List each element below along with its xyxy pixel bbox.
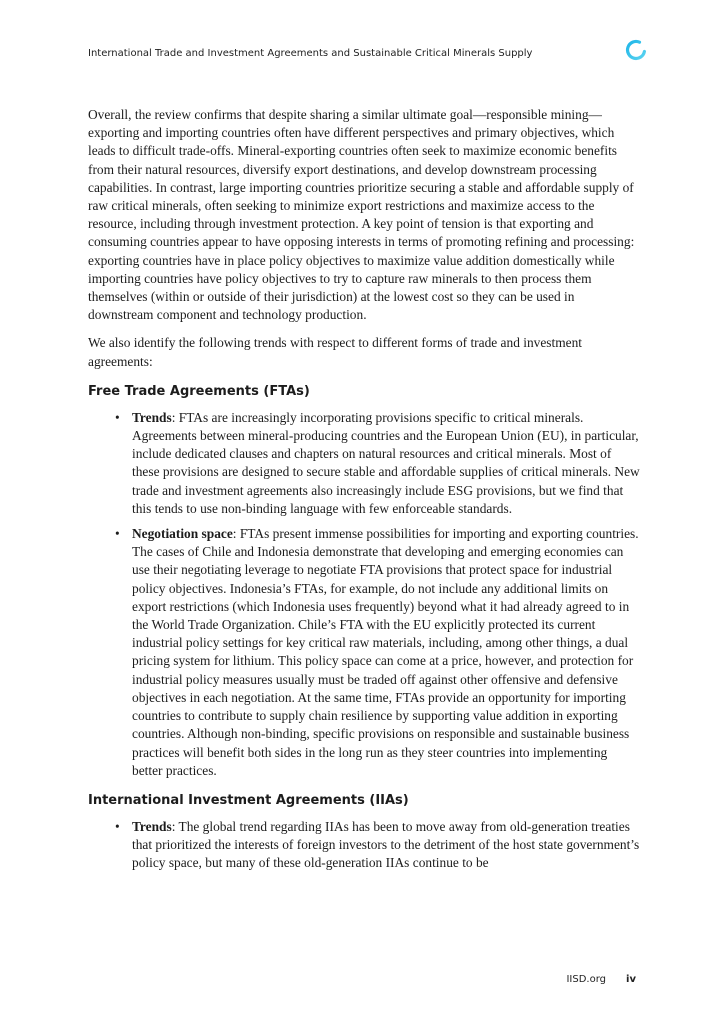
document-body: [88, 106, 640, 880]
list-item: [88, 409, 640, 518]
page-number: iv: [626, 974, 636, 985]
bullet-symbol: •: [115, 409, 120, 425]
iisd-ring-logo-icon: [624, 38, 648, 62]
bullet-list-ftas: [88, 409, 640, 780]
list-item: [88, 525, 640, 780]
bullet-text: : FTAs present immense possibilities for importing and exporting countries. The cases of Chile and Indonesia demonstrate that developing and emerging economies can use their negotiating leverage to negotiate FTA provisions that protect space for industrial policy objectives. Indonesia’s FTAs, for example, do not include any additional limits on export restrictions (which Indonesia uses frequently) beyond what it had already agreed to in the World Trade Organization. Chile’s FTA with the EU explicitly protected its current industrial policy settings for key critical raw materials, including, among other things, a dual pricing system for lithium. This policy space can come at a price, however, and protection for industrial policy measures usually must be traded off against other offensive and defensive objectives in each negotiation. At the same time, FTAs provide an opportunity for importing countries to contribute to supply chain resilience by supporting value addition in exporting countries. Although non-binding, specific provisions on responsible and sustainable business practices will benefit both sides in the long run as they steer countries into implementing better practices.: [132, 526, 639, 778]
bullet-text: : The global trend regarding IIAs has been to move away from old-generation treaties that prioritized the interests of foreign investors to the detriment of the host state government’s policy space, but many of these old-generation IIAs continue to be: [132, 818, 640, 871]
bullet-text: : FTAs are increasingly incorporating provisions specific to critical minerals. Agreements between mineral-producing countries and the European Union (EU), in particular, include dedicated clauses and chapters on natural resources and critical minerals. Most of these provisions are designed to secure stable and affordable supplies of critical minerals. New trade and investment agreements also increasingly include ESG provisions, but we find that this tends to use non-binding language with few enforceable standards.: [132, 409, 640, 516]
page-footer: [0, 974, 724, 990]
running-header-title: International Trade and Investment Agreements and Sustainable Critical Minerals Supply: [88, 48, 533, 59]
page-header: [88, 48, 648, 66]
footer-site-link[interactable]: IISD.org: [566, 974, 606, 985]
bullet-term: Negotiation space: [132, 526, 233, 542]
summary-paragraph: Overall, the review confirms that despite sharing a similar ultimate goal—responsible mining—exporting and importing countries often have different perspectives and primary objectives, which leads to difficult trade-offs. Mineral-exporting countries often seek to maximize economic benefits from their natural resources, diversify export destinations, and develop downstream processing capabilities. In contrast, large importing countries prioritize securing a stable and affordable supply of raw critical minerals, often seeking to minimize export restrictions and maximize access to the resource, including through investment protection. A key point of tension is that exporting and consuming countries appear to have opposing interests in terms of promoting refining and processing: exporting countries have in place policy objectives to maximize value addition domestically while importing countries have policy objectives to try to capture raw minerals to then process them themselves (within or outside of their jurisdiction) at the lowest cost so they can be used in downstream component and technology production.: [88, 107, 635, 323]
bullet-symbol: •: [115, 818, 120, 834]
section-heading-iias: International Investment Agreements (IIAs): [88, 792, 409, 808]
bullet-term: Trends: [132, 818, 172, 834]
bullet-list-iias: [88, 818, 640, 873]
list-item: [88, 818, 640, 873]
bullet-symbol: •: [115, 526, 120, 542]
section-heading-ftas: Free Trade Agreements (FTAs): [88, 383, 310, 399]
trends-intro-paragraph: We also identify the following trends with respect to different forms of trade and investment agreements:: [88, 335, 582, 369]
bullet-term: Trends: [132, 409, 172, 425]
